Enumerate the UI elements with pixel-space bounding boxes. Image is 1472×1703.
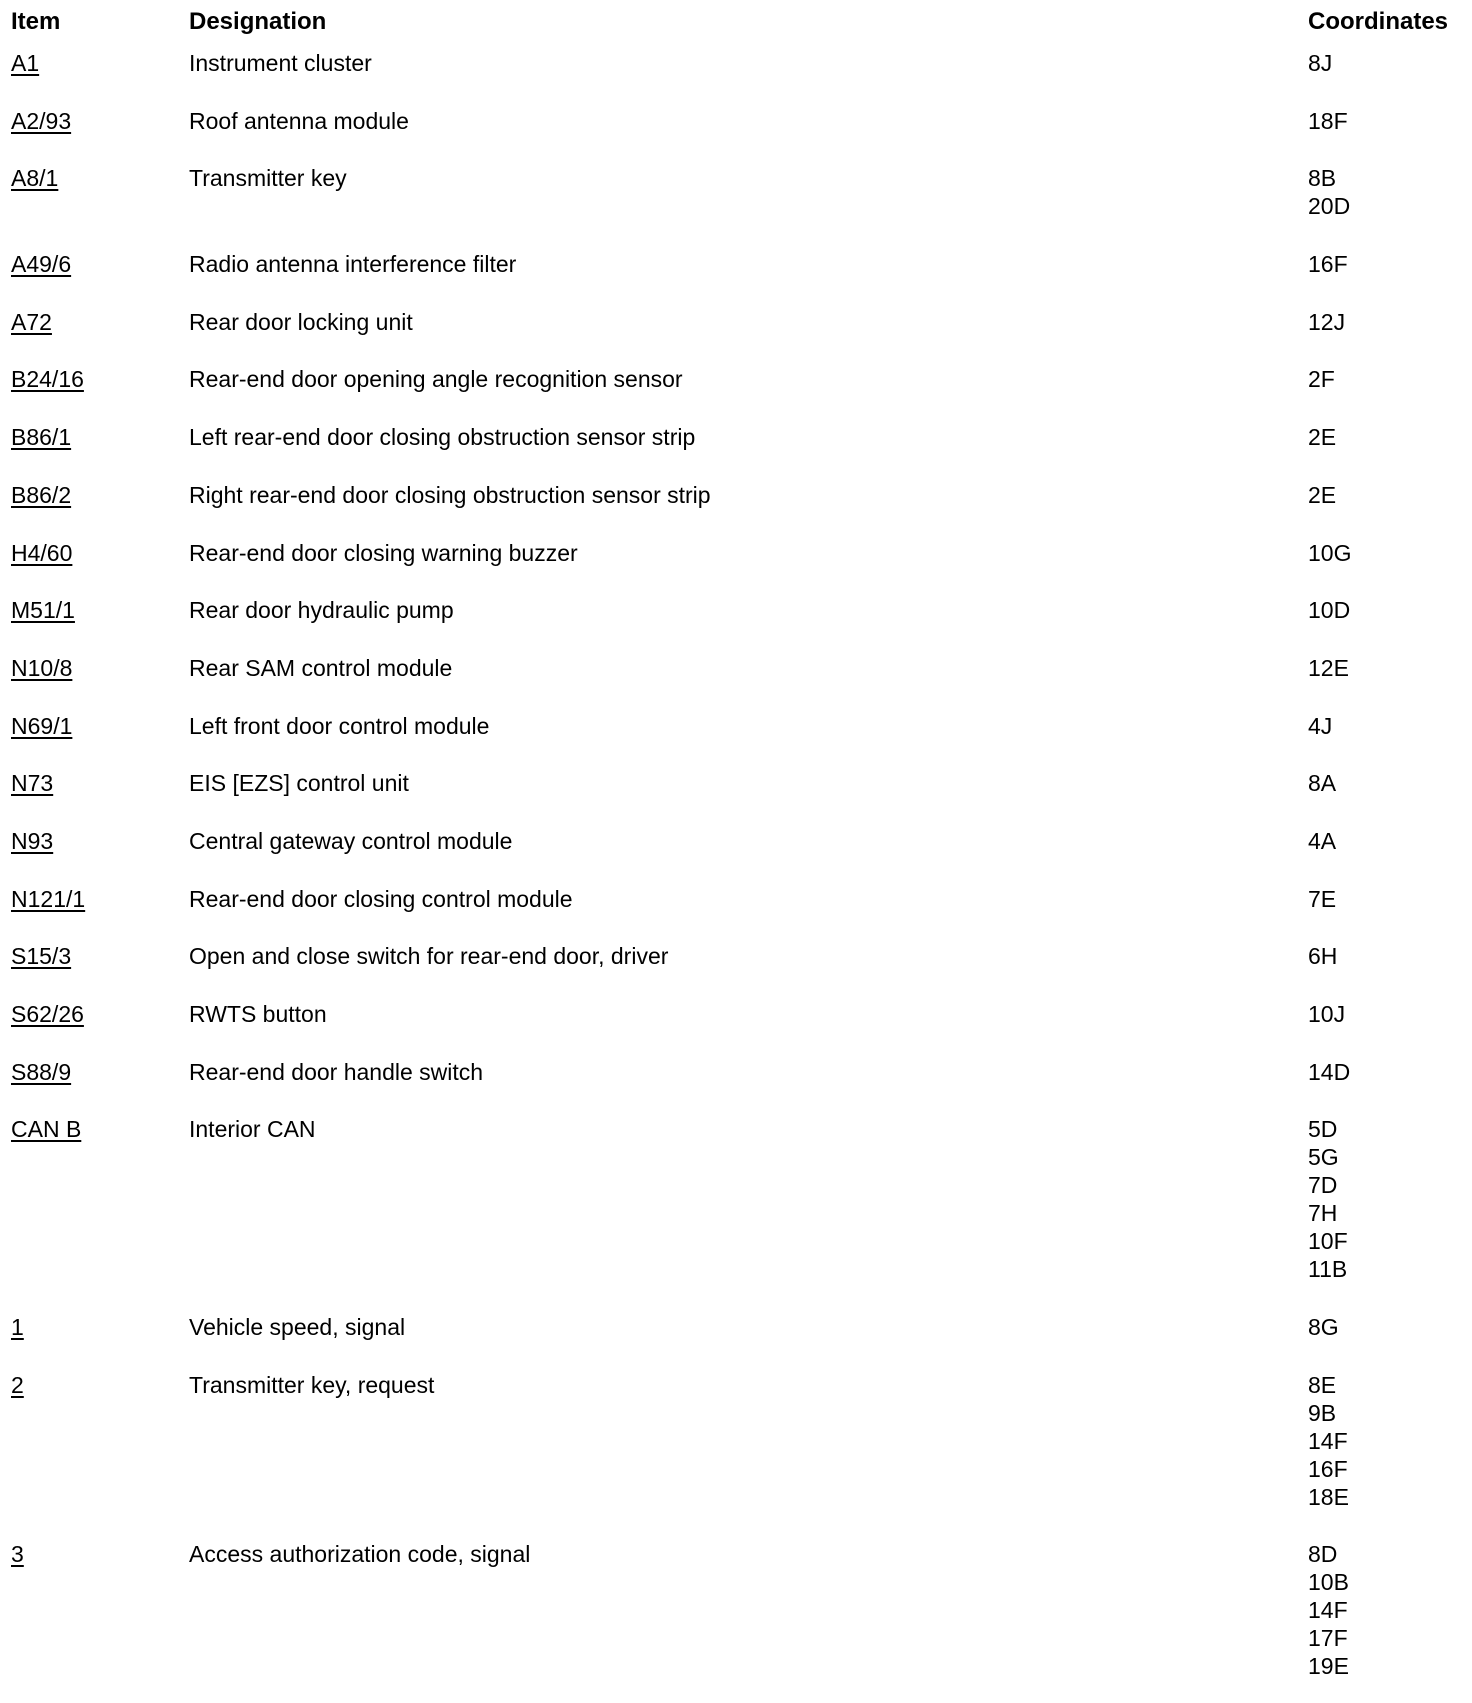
designation-text: Radio antenna interference filter xyxy=(189,251,517,278)
coordinate-value: 10B xyxy=(1308,1569,1349,1596)
item-link[interactable]: S88/9 xyxy=(11,1058,72,1085)
coordinate-value: 11B xyxy=(1308,1256,1348,1283)
coordinate-value: 2E xyxy=(1308,481,1337,508)
coordinates-cell xyxy=(1308,1000,1468,1028)
coordinate-value: 7H xyxy=(1308,1200,1338,1227)
coordinate-value: 5D xyxy=(1308,1116,1338,1143)
item-link[interactable]: A1 xyxy=(11,50,40,76)
coordinate-value: 14F xyxy=(1308,1427,1348,1454)
item-link[interactable]: A72 xyxy=(11,308,52,335)
designation-text: Left rear-end door closing obstruction sensor strip xyxy=(189,424,696,451)
coordinate-value: 10J xyxy=(1308,1001,1346,1027)
item-link[interactable]: M51/1 xyxy=(11,597,75,624)
item-link[interactable]: B86/2 xyxy=(11,481,72,508)
coordinate-value: 12J xyxy=(1308,308,1346,335)
designation-text: Interior CAN xyxy=(189,1116,316,1143)
coordinate-value: 20D xyxy=(1308,193,1351,220)
table-row xyxy=(0,993,1472,1051)
item-link[interactable]: S15/3 xyxy=(11,943,72,970)
coordinates-cell xyxy=(1308,1371,1468,1511)
designation-text: Roof antenna module xyxy=(189,107,409,134)
designation-text: Rear-end door closing warning buzzer xyxy=(189,539,578,566)
item-link[interactable]: N10/8 xyxy=(11,654,73,681)
coordinate-value: 9B xyxy=(1308,1399,1337,1426)
table-row xyxy=(0,1533,1472,1703)
item-link[interactable]: 3 xyxy=(11,1541,24,1568)
item-link[interactable]: N93 xyxy=(11,827,54,854)
coordinates-cell xyxy=(1308,885,1468,913)
table-row xyxy=(0,1364,1472,1534)
table-row xyxy=(0,878,1472,936)
table-body xyxy=(0,42,1472,1703)
coordinate-value: 8B xyxy=(1308,165,1337,192)
coordinate-value: 14F xyxy=(1308,1597,1348,1624)
coordinate-value: 19E xyxy=(1308,1653,1349,1680)
coordinate-value: 17F xyxy=(1308,1625,1348,1652)
item-link[interactable]: N73 xyxy=(11,770,54,797)
column-header-item: Item xyxy=(11,8,61,35)
table-row xyxy=(0,358,1472,416)
coordinates-cell xyxy=(1308,769,1468,797)
coordinate-value: 2F xyxy=(1308,366,1335,393)
designation-text: Instrument cluster xyxy=(189,50,372,76)
designation-text: Rear door hydraulic pump xyxy=(189,597,454,624)
item-link[interactable]: 1 xyxy=(11,1314,24,1341)
item-link[interactable]: A2/93 xyxy=(11,107,72,134)
table-row xyxy=(0,647,1472,705)
table-header xyxy=(0,0,1472,42)
coordinate-value: 4J xyxy=(1308,712,1333,739)
item-link[interactable]: 2 xyxy=(11,1371,24,1398)
item-link[interactable]: N69/1 xyxy=(11,712,73,739)
coordinates-cell xyxy=(1308,1058,1468,1086)
coordinates-cell xyxy=(1308,827,1468,855)
item-link[interactable]: A8/1 xyxy=(11,165,59,192)
coordinate-value: 10F xyxy=(1308,1228,1348,1255)
item-link[interactable]: CAN B xyxy=(11,1116,82,1143)
coordinates-cell xyxy=(1308,164,1468,220)
coordinates-cell xyxy=(1308,654,1468,682)
coordinate-value: 5G xyxy=(1308,1144,1339,1171)
designation-text: Rear-end door closing control module xyxy=(189,885,573,912)
table-row xyxy=(0,935,1472,993)
item-link[interactable]: H4/60 xyxy=(11,539,73,566)
designation-text: EIS [EZS] control unit xyxy=(189,770,409,797)
designation-text: Rear door locking unit xyxy=(189,308,413,335)
column-header-designation: Designation xyxy=(189,8,327,35)
table-row xyxy=(0,100,1472,158)
coordinate-value: 8D xyxy=(1308,1541,1338,1568)
coordinates-cell xyxy=(1308,539,1468,567)
item-link[interactable]: A49/6 xyxy=(11,251,72,278)
coordinate-value: 12E xyxy=(1308,654,1349,681)
coordinates-cell xyxy=(1308,1115,1468,1283)
table-row xyxy=(0,589,1472,647)
coordinates-cell xyxy=(1308,365,1468,393)
table-row xyxy=(0,243,1472,301)
designation-text: Vehicle speed, signal xyxy=(189,1314,406,1341)
designation-text: Rear-end door opening angle recognition sensor xyxy=(189,366,683,393)
designation-text: Transmitter key, request xyxy=(189,1371,435,1398)
coordinates-cell xyxy=(1308,596,1468,624)
table-row xyxy=(0,705,1472,763)
table-row xyxy=(0,416,1472,474)
table-row xyxy=(0,42,1472,100)
coordinates-cell xyxy=(1308,423,1468,451)
table-row xyxy=(0,1108,1472,1306)
designation-text: Access authorization code, signal xyxy=(189,1541,531,1568)
coordinate-value: 7E xyxy=(1308,885,1337,912)
table-row xyxy=(0,1051,1472,1109)
table-row xyxy=(0,532,1472,590)
designation-text: Open and close switch for rear-end door, driver xyxy=(189,943,669,970)
item-link[interactable]: B86/1 xyxy=(11,424,72,451)
designation-text: Rear SAM control module xyxy=(189,654,453,681)
item-link[interactable]: N121/1 xyxy=(11,885,86,912)
coordinate-value: 10G xyxy=(1308,539,1352,566)
coordinates-cell xyxy=(1308,49,1468,77)
coordinate-value: 10D xyxy=(1308,597,1351,624)
coordinates-cell xyxy=(1308,250,1468,278)
table-row xyxy=(0,762,1472,820)
coordinates-cell xyxy=(1308,1540,1468,1680)
table-row xyxy=(0,301,1472,359)
item-link[interactable]: B24/16 xyxy=(11,366,84,393)
coordinates-cell xyxy=(1308,481,1468,509)
designation-text: Left front door control module xyxy=(189,712,490,739)
designation-text: Transmitter key xyxy=(189,165,347,192)
coordinate-value: 8J xyxy=(1308,50,1333,76)
table-row xyxy=(0,820,1472,878)
coordinates-cell xyxy=(1308,942,1468,970)
coordinates-cell xyxy=(1308,712,1468,740)
coordinate-value: 6H xyxy=(1308,943,1338,970)
coordinate-value: 8E xyxy=(1308,1371,1337,1398)
coordinate-value: 18E xyxy=(1308,1483,1349,1510)
coordinate-value: 8G xyxy=(1308,1314,1339,1341)
coordinates-cell xyxy=(1308,1313,1468,1341)
coordinate-value: 18F xyxy=(1308,107,1348,134)
table-row xyxy=(0,474,1472,532)
item-link[interactable]: S62/26 xyxy=(11,1001,84,1027)
coordinates-cell xyxy=(1308,107,1468,135)
coordinates-cell xyxy=(1308,308,1468,336)
coordinate-value: 8A xyxy=(1308,770,1337,797)
designation-text: Right rear-end door closing obstruction sensor strip xyxy=(189,481,711,508)
coordinate-value: 16F xyxy=(1308,251,1348,278)
column-header-coordinates: Coordinates xyxy=(1308,8,1449,35)
table-row xyxy=(0,157,1472,243)
coordinate-value: 16F xyxy=(1308,1455,1348,1482)
coordinate-value: 7D xyxy=(1308,1172,1338,1199)
coordinate-value: 2E xyxy=(1308,424,1337,451)
designation-text: Central gateway control module xyxy=(189,827,513,854)
designation-text: Rear-end door handle switch xyxy=(189,1058,484,1085)
table-row xyxy=(0,1306,1472,1364)
designation-text: RWTS button xyxy=(189,1001,327,1027)
coordinate-value: 14D xyxy=(1308,1058,1351,1085)
coordinate-value: 4A xyxy=(1308,827,1337,854)
